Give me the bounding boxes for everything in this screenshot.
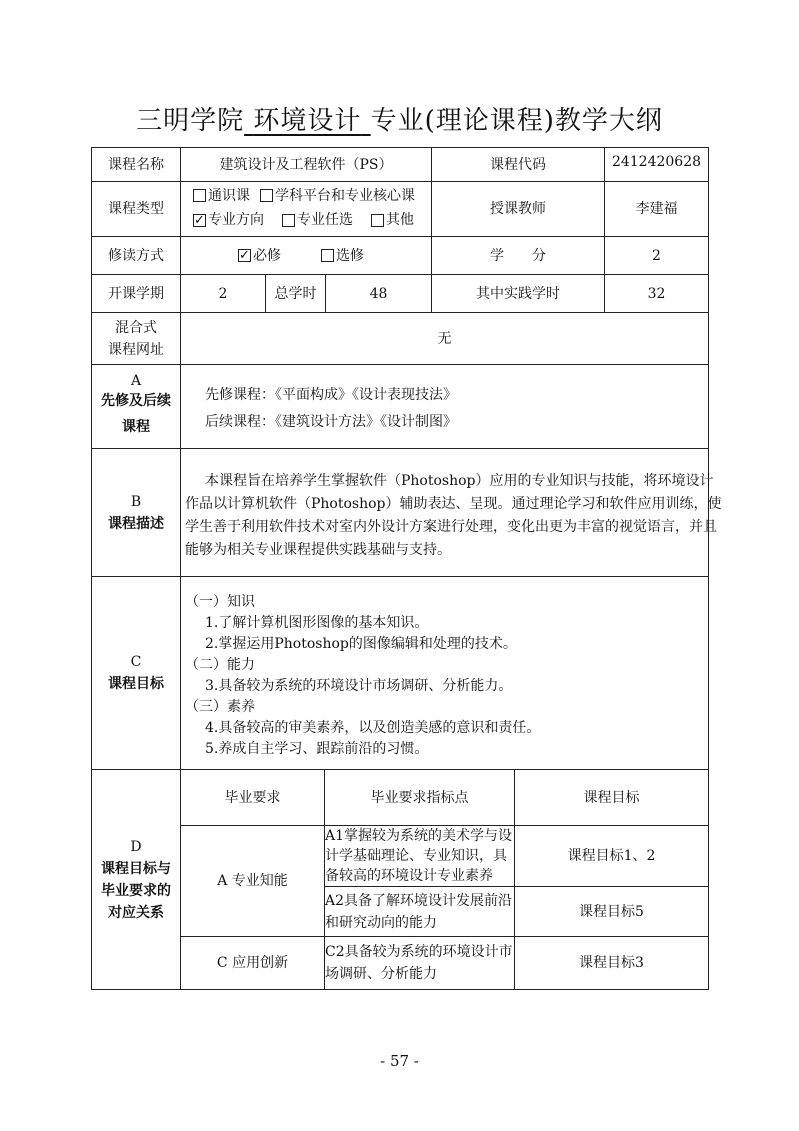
description-line: 学生善于利用软件技术对室内外设计方案进行处理，变化出更为丰富的视觉语言，并且 — [185, 519, 717, 535]
objective-item: 2.掌握运用Photoshop的图像编辑和处理的技术。 — [205, 636, 517, 652]
section-c-label: C 课程目标 — [108, 654, 164, 692]
checkbox-icon — [282, 214, 295, 227]
subsequent-courses: 后续课程：《建筑设计方法》《设计制图》 — [205, 414, 457, 430]
course-code-label: 课程代码 — [490, 156, 546, 173]
objective-heading-quality: （三）素养 — [185, 699, 255, 715]
prerequisite-courses: 先修课程：《平面构成》《设计表现技法》 — [205, 387, 457, 403]
semester-label: 开课学期 — [108, 285, 164, 302]
description-line: 作品以计算机软件（Photoshop）辅助表达、呈现。通过理论学习和软件应用训练，使 — [185, 496, 722, 512]
checkbox-required[interactable]: ✓ 必修 — [238, 245, 281, 267]
hours-value: 48 — [369, 285, 388, 302]
course-name-value: 建筑设计及工程软件（PS） — [219, 156, 393, 173]
course-web-value: 无 — [437, 330, 452, 347]
checkbox-core[interactable]: 学科平台和专业核心课 — [260, 185, 415, 207]
course-name-label: 课程名称 — [108, 156, 164, 173]
checkbox-checked-icon — [193, 214, 206, 227]
course-web-label: 混合式 课程网址 — [108, 319, 164, 358]
title-suffix: 专业(理论课程)教学大纲 — [370, 106, 663, 136]
indicator-c2: C2具备较为系统的环境设计市 场调研、分析能力 — [325, 944, 513, 982]
course-type-options — [181, 182, 431, 236]
hours-label: 总学时 — [274, 285, 317, 302]
objective-item: 4.具备较高的审美素养，以及创造美感的意识和责任。 — [205, 720, 541, 736]
section-d-label: D 课程目标与 毕业要求的 对应关系 — [101, 838, 171, 921]
description-line: 能够为相关专业课程提供实践基础与支持。 — [185, 542, 451, 558]
goal-a1: 课程目标1、2 — [567, 848, 656, 864]
mapping-header-requirement: 毕业要求 — [224, 789, 281, 806]
goal-c2: 课程目标3 — [579, 955, 644, 971]
objective-heading-knowledge: （一）知识 — [185, 594, 255, 610]
practice-hours-label: 其中实践学时 — [476, 285, 560, 302]
course-code-value: 2412420628 — [611, 154, 702, 170]
mapping-header-goal: 课程目标 — [583, 789, 640, 806]
objective-item: 3.具备较为系统的环境设计市场调研、分析能力。 — [205, 678, 513, 694]
credit-value: 2 — [652, 247, 661, 264]
page-number: - 57 - — [380, 1052, 419, 1070]
checkbox-direction[interactable]: ✓ 专业方向 — [193, 209, 264, 231]
checkbox-icon — [321, 249, 334, 262]
indicator-a1: A1掌握较为系统的美术学与设 计学基础理论、专业知识，具 备较高的环境设计专业素养 — [325, 828, 513, 884]
checkbox-general[interactable]: 通识课 — [193, 185, 250, 207]
objective-heading-ability: （二）能力 — [185, 657, 255, 673]
requirement-a: A 专业知能 — [217, 873, 288, 889]
teacher-value: 李建福 — [635, 201, 678, 217]
mapping-header-indicator: 毕业要求指标点 — [370, 789, 469, 806]
checkbox-icon — [371, 214, 384, 227]
credit-label: 学 分 — [490, 247, 546, 264]
section-b-label: B 课程描述 — [108, 493, 164, 532]
page-title — [0, 100, 799, 137]
description-line: 本课程旨在培养学生掌握软件（Photoshop）应用的专业知识与技能，将环境设计 — [205, 473, 714, 489]
study-mode-options — [181, 237, 431, 274]
checkbox-icon — [260, 189, 273, 202]
title-prefix: 三明学院 — [136, 106, 245, 136]
semester-value: 2 — [218, 285, 228, 302]
title-major: 环境设计 — [253, 106, 362, 136]
study-mode-label: 修读方式 — [108, 247, 164, 264]
course-type-label: 课程类型 — [108, 201, 164, 217]
goal-a2: 课程目标5 — [579, 903, 644, 920]
teacher-label: 授课教师 — [490, 201, 546, 217]
section-a-label: A 先修及后续 课程 — [101, 372, 171, 435]
requirement-c: C 应用创新 — [216, 955, 289, 971]
indicator-a2: A2具备了解环境设计发展前沿 和研究动向的能力 — [325, 892, 513, 931]
checkbox-other[interactable]: 其他 — [371, 209, 414, 231]
practice-hours-value: 32 — [647, 285, 666, 302]
objective-item: 1.了解计算机图形图像的基本知识。 — [205, 615, 429, 631]
checkbox-elective[interactable]: 专业任选 — [282, 209, 353, 231]
objective-item: 5.养成自主学习、跟踪前沿的习惯。 — [205, 741, 429, 757]
checkbox-icon — [193, 189, 206, 202]
checkbox-optional[interactable]: 选修 — [321, 245, 364, 267]
checkbox-checked-icon — [238, 249, 251, 262]
